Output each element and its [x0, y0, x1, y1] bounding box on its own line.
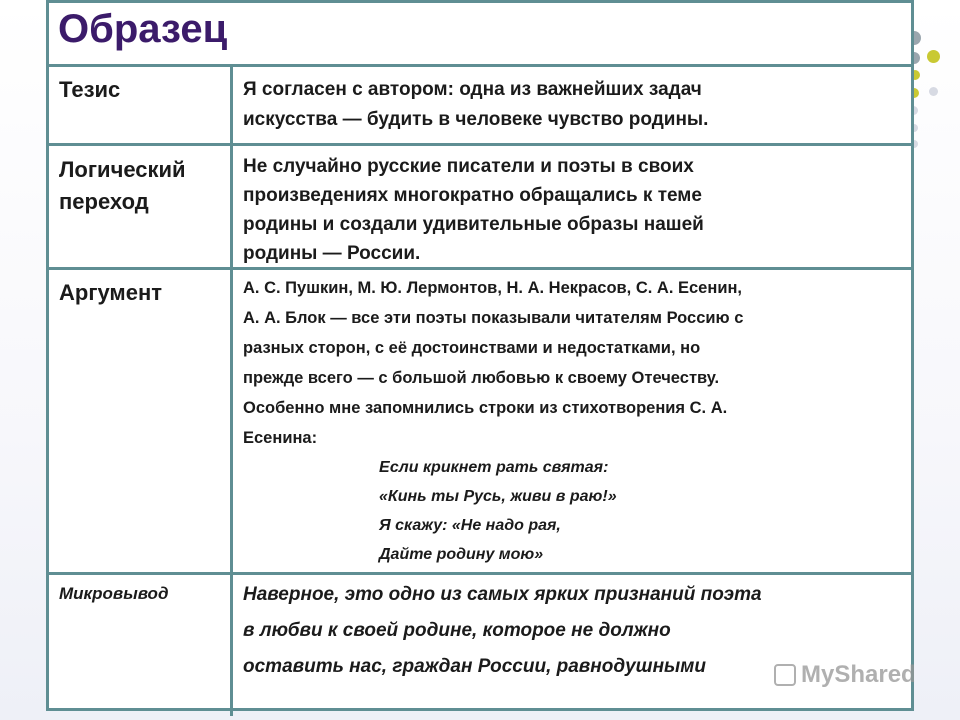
text-line: А. А. Блок — все эти поэты показывали читателям Россию с — [243, 309, 744, 327]
text-line: Я согласен с автором: одна из важнейших задач — [243, 79, 702, 100]
text-line: в любви к своей родине, которое не должно — [243, 620, 671, 641]
row-label: Аргумент — [49, 270, 233, 572]
row-label: Тезис — [49, 67, 233, 143]
text-line: искусства — будить в человеке чувство родины. — [243, 109, 709, 130]
poem-line: Я скажу: «Не надо рая, — [379, 517, 561, 534]
poem-line: Дайте родину мою» — [379, 546, 544, 563]
table-row-micro-conclusion — [49, 575, 911, 716]
text-line: оставить нас, граждан России, равнодушными — [243, 656, 706, 677]
dot — [929, 87, 938, 96]
title-bar — [49, 3, 911, 67]
label-line: переход — [59, 189, 149, 214]
row-label — [49, 146, 233, 267]
row-text — [233, 146, 911, 267]
poem-line: Если крикнет рать святая: — [379, 459, 609, 476]
row-text — [233, 270, 911, 572]
text-line: Особенно мне запомнились строки из стихотворения С. А. — [243, 399, 728, 417]
text-line: разных сторон, с её достоинствами и недостатками, но — [243, 339, 701, 357]
row-label: Микровывод — [49, 575, 233, 716]
text-line: Наверное, это одно из самых ярких признаний поэта — [243, 584, 762, 605]
row-text — [233, 67, 911, 143]
poem-line: «Кинь ты Русь, живи в раю!» — [379, 488, 617, 505]
dot — [927, 50, 940, 63]
watermark-text: MyShared — [801, 661, 916, 688]
page-title: Образец — [58, 7, 228, 51]
text-line: родины — России. — [243, 243, 421, 264]
label-line: Логический — [59, 157, 186, 182]
table-row-argument — [49, 270, 911, 575]
slide-frame — [46, 0, 914, 711]
text-line: произведениях многократно обращались к теме — [243, 185, 702, 206]
table-row-transition — [49, 146, 911, 270]
watermark-logo-icon — [774, 664, 796, 686]
text-line: родины и создали удивительные образы нашей — [243, 214, 704, 235]
poem-quote — [243, 453, 901, 569]
text-line: А. С. Пушкин, М. Ю. Лермонтов, Н. А. Некрасов, С. А. Есенин, — [243, 279, 743, 297]
table-row-thesis — [49, 67, 911, 146]
watermark — [774, 660, 916, 690]
text-line: Не случайно русские писатели и поэты в своих — [243, 156, 694, 177]
row-text — [233, 575, 911, 716]
text-line: прежде всего — с большой любовью к своему Отечеству. — [243, 369, 720, 387]
text-line: Есенина: — [243, 429, 318, 447]
